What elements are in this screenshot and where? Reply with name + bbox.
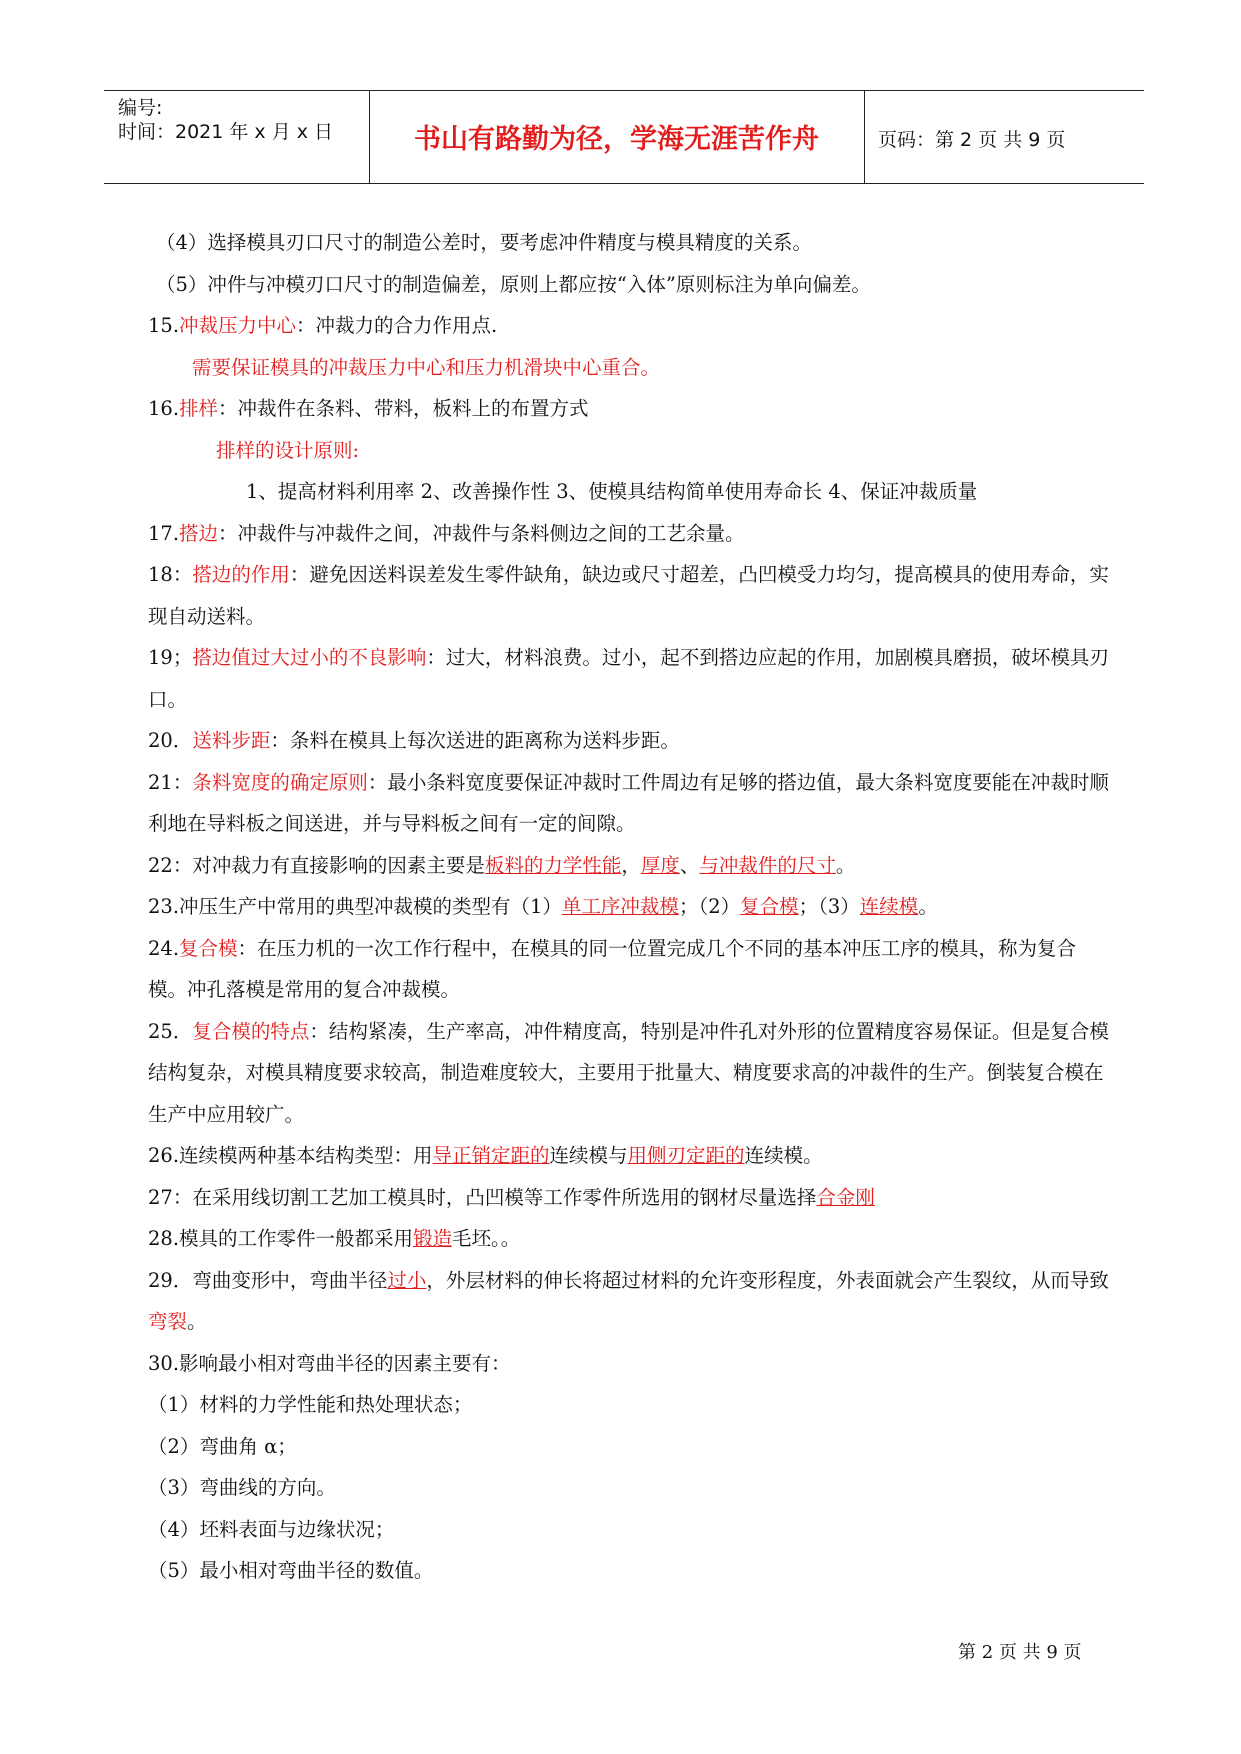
text-line (148, 1135, 1113, 1177)
definition-text: ：冲裁件与冲裁件之间，冲裁件与条料侧边之间的工艺余量。 (218, 521, 745, 545)
underlined-answer: 过小 (387, 1268, 427, 1292)
term-highlight: 搭边值过大过小的不良影响 (192, 646, 427, 669)
list-item: （4）坯料表面与边缘状况； (148, 1517, 395, 1541)
text-paragraph (148, 1011, 1113, 1136)
item-number: 24. (148, 936, 180, 960)
text-line (148, 845, 1113, 887)
definition-text: ：过大，材料浪费。过小，起不到搭边应起的作用，加剧模具磨损，破坏模具刃口。 (148, 646, 1109, 711)
definition-text: ：结构紧凑，生产率高，冲件精度高，特别是冲件孔对外形的位置精度容易保证。但是复合模结构复杂，对模具精度要求较高，制造难度较大，主要用于批量大、精度要求高的冲裁件的生产。倒装复合模在生产中应用较广。 (148, 1019, 1109, 1126)
underlined-answer: 板料的力学性能 (484, 853, 622, 877)
item-number: 21： (148, 770, 193, 794)
underlined-answer: 连续模 (859, 895, 919, 918)
term-highlight: 排样 (179, 397, 219, 420)
item-number: 18： (148, 563, 193, 586)
underlined-answer: 与冲裁件的尺寸 (699, 853, 836, 877)
item-number: 25． (148, 1019, 193, 1043)
list-item: （1）材料的力学性能和热处理状态； (148, 1393, 473, 1416)
plain-text: 连续模。 (744, 1144, 823, 1167)
text-line: （5）冲件与冲模刃口尺寸的制造偏差，原则上都应按“入体”原则标注为单向偏差。 (156, 272, 871, 296)
plain-text: 29．弯曲变形中，弯曲半径 (148, 1268, 388, 1292)
header-right-cell (864, 91, 1144, 183)
definition-text: ：在压力机的一次工作行程中，在模具的同一位置完成几个不同的基本冲压工序的模具，称为复合模。冲孔落模是常用的复合冲裁模。 (148, 936, 1077, 1001)
underlined-answer: 锻造 (413, 1227, 453, 1250)
header-motto: 书山有路勤为径，学海无涯苦作舟 (414, 124, 819, 155)
list-item: （2）弯曲角 α； (148, 1434, 297, 1458)
plain-text: 23.冲压生产中常用的典型冲裁模的类型有（1） (148, 895, 562, 918)
definition-text: ：冲裁力的合力作用点. (296, 314, 498, 337)
plain-text: 27：在采用线切割工艺加工模具时，凸凹模等工作零件所选用的钢材尽量选择 (148, 1185, 817, 1209)
page-header (104, 90, 1144, 184)
text-paragraph (148, 1260, 1113, 1343)
text-line (148, 305, 1113, 347)
page-footer-number: 第 2 页 共 9 页 (958, 1642, 1082, 1663)
plain-text: 。 (835, 853, 856, 877)
text-line (148, 720, 1113, 762)
plain-text: 28.模具的工作零件一般都采用 (148, 1227, 414, 1250)
underlined-answer: 导正销定距的 (432, 1144, 550, 1167)
definition-text: ：最小条料宽度要保证冲裁时工件周边有足够的搭边值，最大条料宽度要能在冲裁时顺利地在导料板之间送进，并与导料板之间有一定的间隙。 (148, 770, 1109, 835)
underlined-answer: 复合模 (740, 895, 799, 918)
text-line: （4）选择模具刃口尺寸的制造公差时，要考虑冲件精度与模具精度的关系。 (156, 231, 812, 254)
item-number: 20． (148, 729, 193, 752)
term-highlight: 复合模的特点 (192, 1019, 310, 1043)
document-body (148, 222, 1113, 1592)
term-highlight: 冲裁压力中心 (179, 314, 297, 337)
plain-text: 。 (918, 895, 938, 918)
item-number: 15. (148, 314, 180, 337)
plain-text: 、 (679, 853, 700, 877)
header-page-number: 页码：第 2 页 共 9 页 (878, 129, 1066, 151)
plain-text: 26.连续模两种基本结构类型：用 (148, 1144, 433, 1167)
item-number: 19； (148, 646, 193, 669)
underlined-answer: 单工序冲裁模 (561, 895, 679, 918)
definition-text: ：避免因送料误差发生零件缺角，缺边或尺寸超差，凸凹模受力均匀，提高模具的使用寿命，实现自动送料。 (148, 563, 1109, 628)
document-code-label: 编号: (118, 97, 163, 119)
text-paragraph (148, 762, 1113, 845)
item-number: 16. (148, 397, 180, 420)
text-line: 30.影响最小相对弯曲半径的因素主要有： (148, 1351, 511, 1375)
list-item: （3）弯曲线的方向。 (148, 1476, 336, 1499)
text-line: 1、提高材料利用率 2、改善操作性 3、使模具结构简单使用寿命长 4、保证冲裁质量 (246, 480, 978, 503)
text-line (148, 886, 1113, 928)
header-middle-cell (369, 91, 865, 183)
plain-text: ， (621, 853, 641, 877)
text-paragraph (148, 637, 1113, 720)
text-paragraph (148, 554, 1113, 637)
term-highlight: 条料宽度的确定原则 (192, 770, 368, 794)
term-highlight: 复合模 (179, 936, 238, 960)
term-highlight: 搭边的作用 (192, 563, 290, 586)
text-paragraph (148, 928, 1113, 1011)
underlined-answer: 厚度 (640, 853, 680, 877)
document-time-label: 时间：2021 年 x 月 x 日 (118, 121, 334, 143)
term-highlight: 弯裂 (148, 1310, 188, 1333)
plain-text: ，外层材料的伸长将超过材料的允许变形程度，外表面就会产生裂纹，从而导致 (426, 1268, 1109, 1292)
term-highlight: 送料步距 (192, 729, 271, 752)
text-line (148, 1177, 1113, 1219)
underlined-answer: 用侧刃定距的 (627, 1144, 745, 1167)
term-highlight: 搭边 (179, 521, 219, 545)
plain-text: 22：对冲裁力有直接影响的因素主要是 (148, 853, 485, 877)
plain-text: 。 (187, 1310, 207, 1333)
plain-text: ；（3） (798, 895, 860, 918)
definition-text: ：冲裁件在条料、带料，板料上的布置方式 (218, 397, 589, 420)
item-number: 17. (148, 521, 180, 545)
underlined-answer: 合金刚 (816, 1185, 875, 1209)
definition-text: ：条料在模具上每次送进的距离称为送料步距。 (270, 729, 680, 752)
text-line-highlight: 排样的设计原则: (216, 438, 360, 462)
header-left-cell (104, 91, 370, 183)
plain-text: 毛坯。。 (452, 1227, 521, 1250)
text-line (148, 1218, 1113, 1260)
plain-text: ；（2） (678, 895, 741, 918)
plain-text: 连续模与 (549, 1144, 628, 1167)
text-line (148, 513, 1113, 555)
text-line (148, 388, 1113, 430)
text-line-highlight: 需要保证模具的冲裁压力中心和压力机滑块中心重合。 (192, 355, 661, 379)
list-item: （5）最小相对弯曲半径的数值。 (148, 1559, 434, 1582)
